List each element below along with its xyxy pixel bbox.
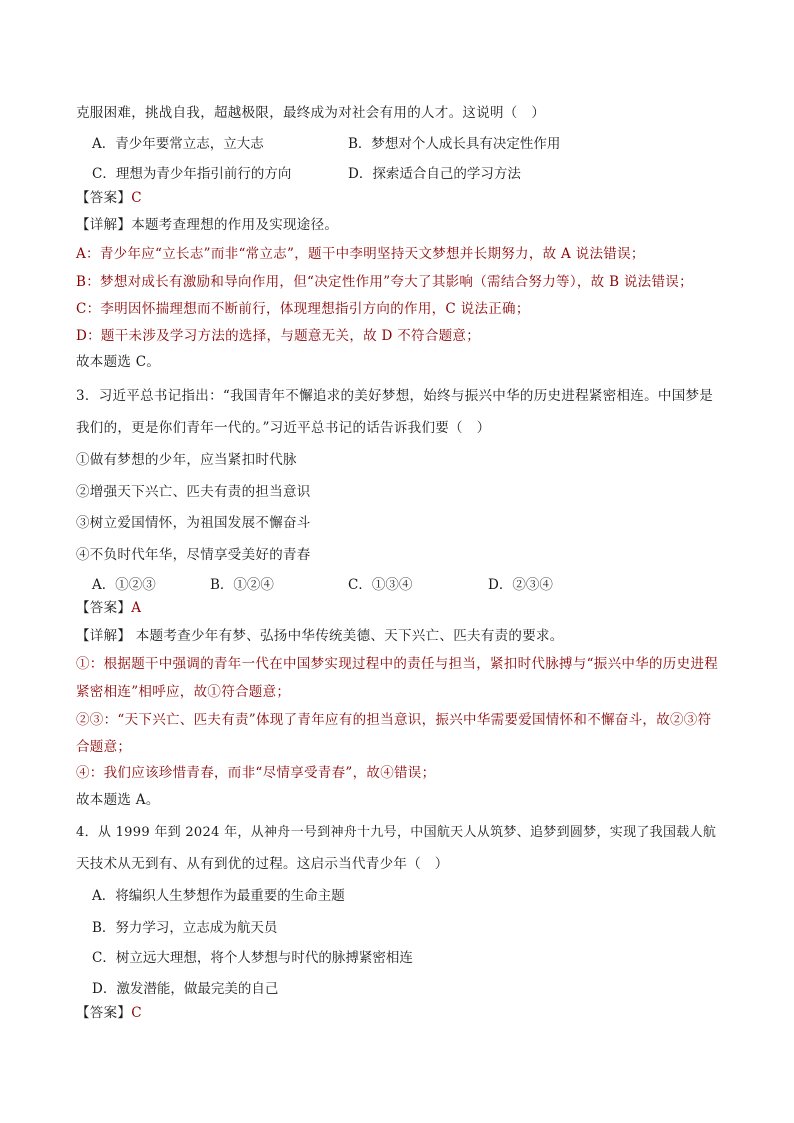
q2-explain-a: A：青少年应“立长志”而非“常立志”，题干中李明坚持天文梦想并长期努力，故 A 说法错误； [76, 246, 645, 262]
q4-stem-line-1: 4．从 1999 年到 2024 年，从神舟一号到神舟十九号，中国航天人从筑梦、追梦到圆梦，实现了我国载人航 [76, 825, 717, 840]
q3-explain-23b: 合题意； [76, 739, 132, 755]
q3-explain-23a: ②③：“天下兴亡、匹夫有责”体现了青年应有的担当意识，振兴中华需要爱国情怀和不懈奋斗，故②③符 [76, 712, 712, 728]
q2-option-d: D．探索适合自己的学习方法 [348, 166, 521, 182]
q2-conclusion: 故本题选 C。 [76, 354, 161, 370]
q2-answer [76, 188, 142, 208]
q2-explain-c: C：李明因怀揣理想而不断前行，体现理想指引方向的作用，C 说法正确； [76, 301, 530, 317]
answer-value: C [131, 1005, 142, 1021]
q2-option-a: A．青少年要常立志，立大志 [92, 136, 264, 152]
q3-explain-1a: ①：根据题干中强调的青年一代在中国梦实现过程中的责任与担当，紧扣时代脉搏与“振兴中华的历史进程 [76, 656, 718, 672]
q3-option-c: C．①③④ [348, 577, 413, 593]
q4-answer [76, 1003, 142, 1023]
q3-explain-1b: 紧密相连”相呼应，故①符合题意； [76, 684, 291, 700]
q3-item-2: ②增强天下兴亡、匹夫有责的担当意识 [76, 484, 311, 500]
q3-option-b: B．①②④ [210, 577, 274, 593]
q2-explain-b: B：梦想对成长有激励和导向作用，但“决定性作用”夸大了其影响（需结合努力等），故 B 说法错误； [76, 274, 693, 290]
answer-value: C [131, 190, 142, 206]
q4-option-d: D．激发潜能，做最完美的自己 [92, 981, 279, 997]
detail-text: 本题考查少年有梦、弘扬中华传统美德、天下兴亡、匹夫有责的要求。 [135, 628, 564, 644]
q2-detail [76, 215, 338, 235]
q3-explain-4: ④：我们应该珍惜青春，而非“尽情享受青春”，故④错误； [76, 765, 436, 781]
q2-stem-end: 克服困难，挑战自我，超越极限，最终成为对社会有用的人才。这说明（ ） [76, 105, 546, 121]
q3-answer [76, 598, 141, 618]
detail-text: 本题考查理想的作用及实现途径。 [131, 217, 339, 233]
q3-conclusion: 故本题选 A。 [76, 792, 160, 808]
q2-option-b: B．梦想对个人成长具有决定性作用 [348, 136, 561, 152]
q4-option-c: C．树立远大理想，将个人梦想与时代的脉搏紧密相连 [92, 950, 413, 966]
detail-tag: 【详解】 [76, 217, 132, 233]
q3-stem-line-1: 3．习近平总书记指出：“我国青年不懈追求的美好梦想，始终与振兴中华的历史进程紧密相连。中国梦是 [76, 388, 714, 404]
q3-option-d: D．②③④ [488, 577, 553, 593]
q3-stem-line-2: 我们的，更是你们青年一代的。”习近平总书记的话告诉我们要（ ） [76, 420, 491, 436]
q3-item-1: ①做有梦想的少年，应当紧扣时代脉 [76, 452, 297, 468]
q4-option-b: B．努力学习，立志成为航天员 [92, 920, 278, 936]
answer-tag: 【答案】 [76, 1005, 132, 1021]
q3-item-4: ④不负时代年华，尽情享受美好的青春 [76, 547, 311, 563]
q3-option-a: A．①②③ [92, 577, 156, 593]
answer-tag: 【答案】 [76, 190, 132, 206]
detail-tag: 【详解】 [76, 628, 132, 644]
answer-value: A [131, 600, 142, 616]
q3-item-3: ③树立爱国情怀，为祖国发展不懈奋斗 [76, 515, 311, 531]
answer-tag: 【答案】 [76, 600, 132, 616]
q4-stem-line-2: 天技术从无到有、从有到优的过程。这启示当代青少年（ ） [76, 856, 449, 872]
q2-explain-d: D：题干未涉及学习方法的选择，与题意无关，故 D 不符合题意； [76, 328, 481, 344]
q2-option-c: C．理想为青少年指引前行的方向 [92, 166, 292, 182]
q3-detail [76, 626, 564, 646]
q4-option-a: A．将编织人生梦想作为最重要的生命主题 [92, 888, 345, 904]
